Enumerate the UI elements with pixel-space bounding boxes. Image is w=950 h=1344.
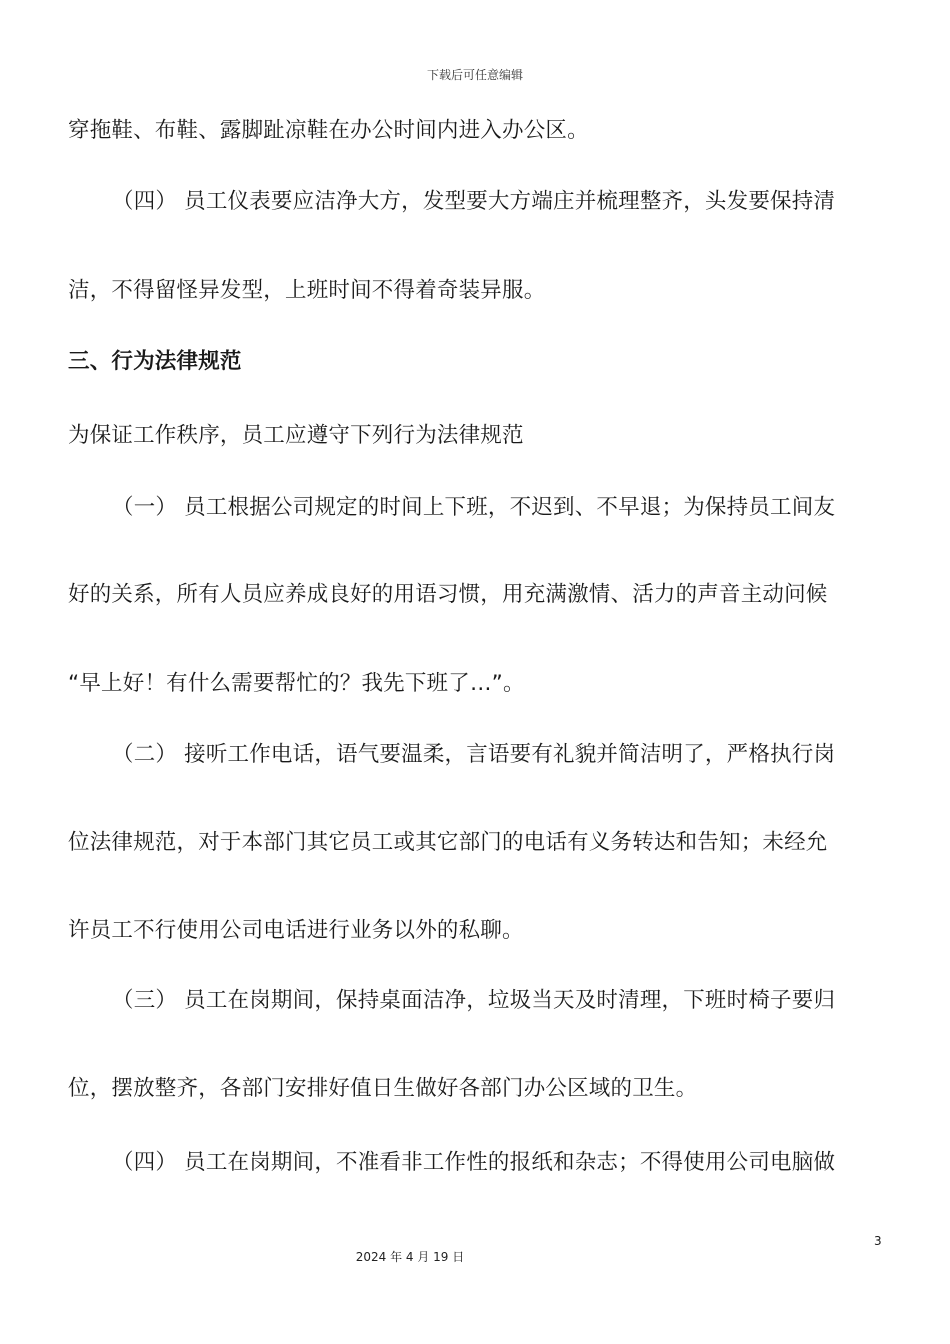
paragraph-line: “早上好！有什么需要帮忙的？我先下班了…”。 [68, 671, 525, 696]
section-heading: 三、行为法律规范 [68, 349, 242, 374]
footer-date: 2024 年 4 月 19 日 [355, 1250, 465, 1264]
paragraph-line: 位，摆放整齐，各部门安排好值日生做好各部门办公区域的卫生。 [68, 1076, 698, 1101]
page-header: 下载后可任意编辑 [426, 68, 523, 82]
paragraph-line: （三） 员工在岗期间，保持桌面洁净，垃圾当天及时清理，下班时椅子要归 [112, 988, 836, 1013]
paragraph-line: （二） 接听工作电话，语气要温柔，言语要有礼貌并简洁明了，严格执行岗 [112, 742, 836, 767]
paragraph-line: （四） 员工仪表要应洁净大方，发型要大方端庄并梳理整齐，头发要保持清 [112, 189, 836, 214]
paragraph-line: （一） 员工根据公司规定的时间上下班，不迟到、不早退；为保持员工间友 [112, 495, 836, 520]
paragraph-line: 穿拖鞋、布鞋、露脚趾凉鞋在办公时间内进入办公区。 [68, 118, 589, 143]
paragraph-line: 位法律规范，对于本部门其它员工或其它部门的电话有义务转达和告知；未经允 [68, 830, 828, 855]
page-number: 3 [874, 1234, 882, 1248]
paragraph-line: 许员工不行使用公司电话进行业务以外的私聊。 [68, 918, 524, 943]
paragraph-line: 为保证工作秩序，员工应遵守下列行为法律规范 [68, 423, 524, 448]
paragraph-line: 好的关系，所有人员应养成良好的用语习惯，用充满激情、活力的声音主动问候 [68, 582, 828, 607]
paragraph-line: 洁，不得留怪异发型，上班时间不得着奇装异服。 [68, 278, 546, 303]
paragraph-line: （四） 员工在岗期间，不准看非工作性的报纸和杂志；不得使用公司电脑做 [112, 1150, 836, 1175]
